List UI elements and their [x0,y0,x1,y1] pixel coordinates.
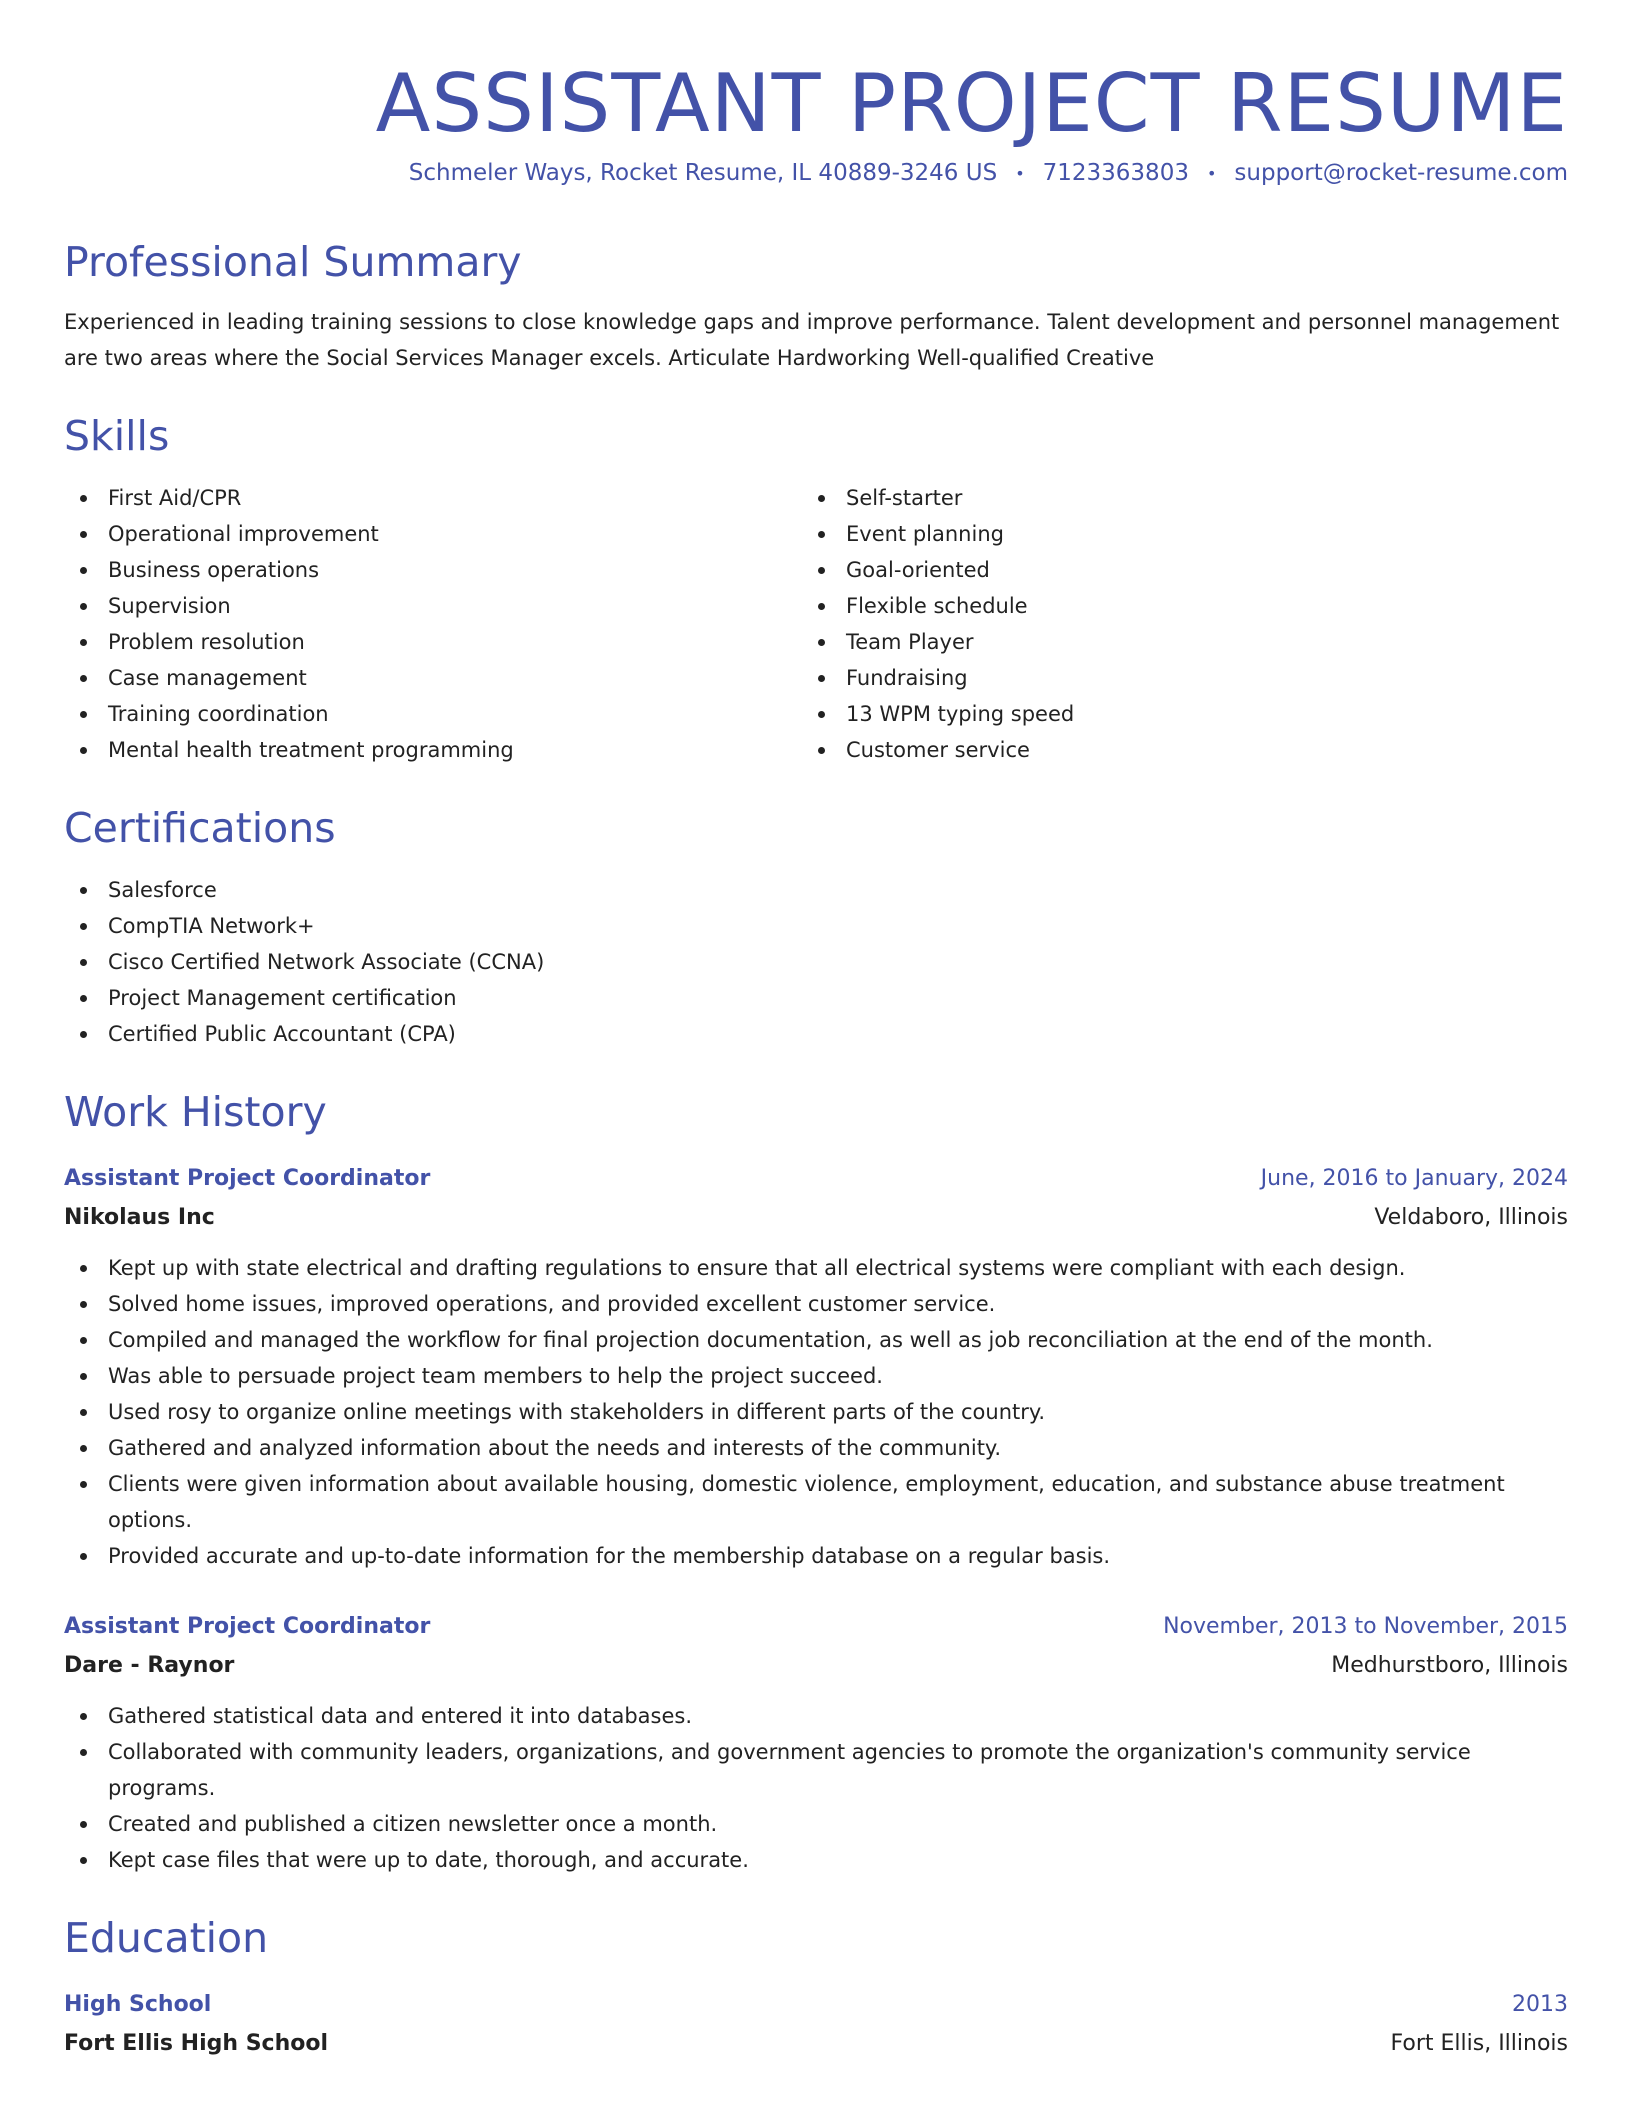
job-bullet: Clients were given information about available housing, domestic violence, employment, education, and substance abuse treatment options. [64,1466,1568,1538]
job-bullet: Gathered and analyzed information about the needs and interests of the community. [64,1430,1568,1466]
skill-item: Operational improvement [64,516,802,552]
skills-columns [64,480,1568,768]
skill-item: Customer service [802,732,1540,768]
job-bullet: Compiled and managed the workflow for final projection documentation, as well as job reconciliation at the end of the month. [64,1322,1568,1358]
skill-item: Flexible schedule [802,588,1540,624]
skill-item: Team Player [802,624,1540,660]
certification-item: Project Management certification [64,980,1568,1016]
job-location: Veldaboro, Illinois [1374,1205,1568,1230]
skill-item: Problem resolution [64,624,802,660]
skill-item: 13 WPM typing speed [802,696,1540,732]
job-bullet: Kept case files that were up to date, thorough, and accurate. [64,1842,1568,1878]
education-school: Fort Ellis High School [64,2031,329,2056]
job-entry [64,1160,1568,1574]
job-bullet: Gathered statistical data and entered it into databases. [64,1698,1568,1734]
skills-list-right [802,480,1540,768]
job-bullet: Created and published a citizen newsletter once a month. [64,1806,1568,1842]
education-heading: Education [64,1914,269,1962]
resume-title: ASSISTANT PROJECT RESUME [375,57,1568,150]
skill-item: Goal-oriented [802,552,1540,588]
job-bullet: Provided accurate and up-to-date information for the membership database on a regular basis. [64,1538,1568,1574]
certifications-list [64,872,1568,1052]
job-bullets [64,1698,1568,1878]
job-entry [64,1608,1568,1878]
job-bullet: Was able to persuade project team members to help the project succeed. [64,1358,1568,1394]
job-dates: June, 2016 to January, 2024 [1260,1166,1568,1191]
skill-item: First Aid/CPR [64,480,802,516]
job-bullets [64,1250,1568,1574]
skill-item: Supervision [64,588,802,624]
contact-line [64,150,1568,196]
certification-item: CompTIA Network+ [64,908,1568,944]
skill-item: Mental health treatment programming [64,732,802,768]
contact-address: Schmeler Ways, Rocket Resume, IL 40889-3246 US [408,160,998,186]
certification-item: Cisco Certified Network Associate (CCNA) [64,944,1568,980]
job-title: Assistant Project Coordinator [64,1614,431,1639]
skill-item: Case management [64,660,802,696]
summary-text: Experienced in leading training sessions to close knowledge gaps and improve performance. Talent development and personnel management are two areas where the Social Services Manager excels. Articulate Hardworking Well-qualified Creative [64,310,1560,370]
skill-item: Training coordination [64,696,802,732]
skill-item: Event planning [802,516,1540,552]
contact-separator: • [1015,163,1025,183]
education-year: 2013 [1512,1992,1568,2017]
job-dates: November, 2013 to November, 2015 [1163,1614,1568,1639]
certification-item: Salesforce [64,872,1568,908]
skill-item: Business operations [64,552,802,588]
skill-item: Self-starter [802,480,1540,516]
certification-item: Certified Public Accountant (CPA) [64,1016,1568,1052]
job-company: Nikolaus Inc [64,1205,215,1230]
skills-heading: Skills [64,412,170,460]
education-location: Fort Ellis, Illinois [1390,2031,1568,2056]
skills-list-left [64,480,802,768]
summary-heading: Professional Summary [64,238,522,286]
skill-item: Fundraising [802,660,1540,696]
job-bullet: Collaborated with community leaders, organizations, and government agencies to promote the organization's community service programs. [64,1734,1568,1806]
contact-phone: 7123363803 [1042,160,1189,186]
job-company: Dare - Raynor [64,1653,235,1678]
education-degree: High School [64,1992,212,2017]
job-title: Assistant Project Coordinator [64,1166,431,1191]
contact-separator: • [1206,163,1217,183]
work-history-heading: Work History [64,1088,327,1136]
certifications-heading: Certifications [64,804,336,852]
education-entry [64,1986,1568,2064]
contact-email[interactable]: support@rocket-resume.com [1234,160,1568,186]
job-bullet: Used rosy to organize online meetings with stakeholders in different parts of the country. [64,1394,1568,1430]
job-location: Medhurstboro, Illinois [1331,1653,1568,1678]
job-bullet: Kept up with state electrical and drafting regulations to ensure that all electrical systems were compliant with each design. [64,1250,1568,1286]
job-bullet: Solved home issues, improved operations, and provided excellent customer service. [64,1286,1568,1322]
